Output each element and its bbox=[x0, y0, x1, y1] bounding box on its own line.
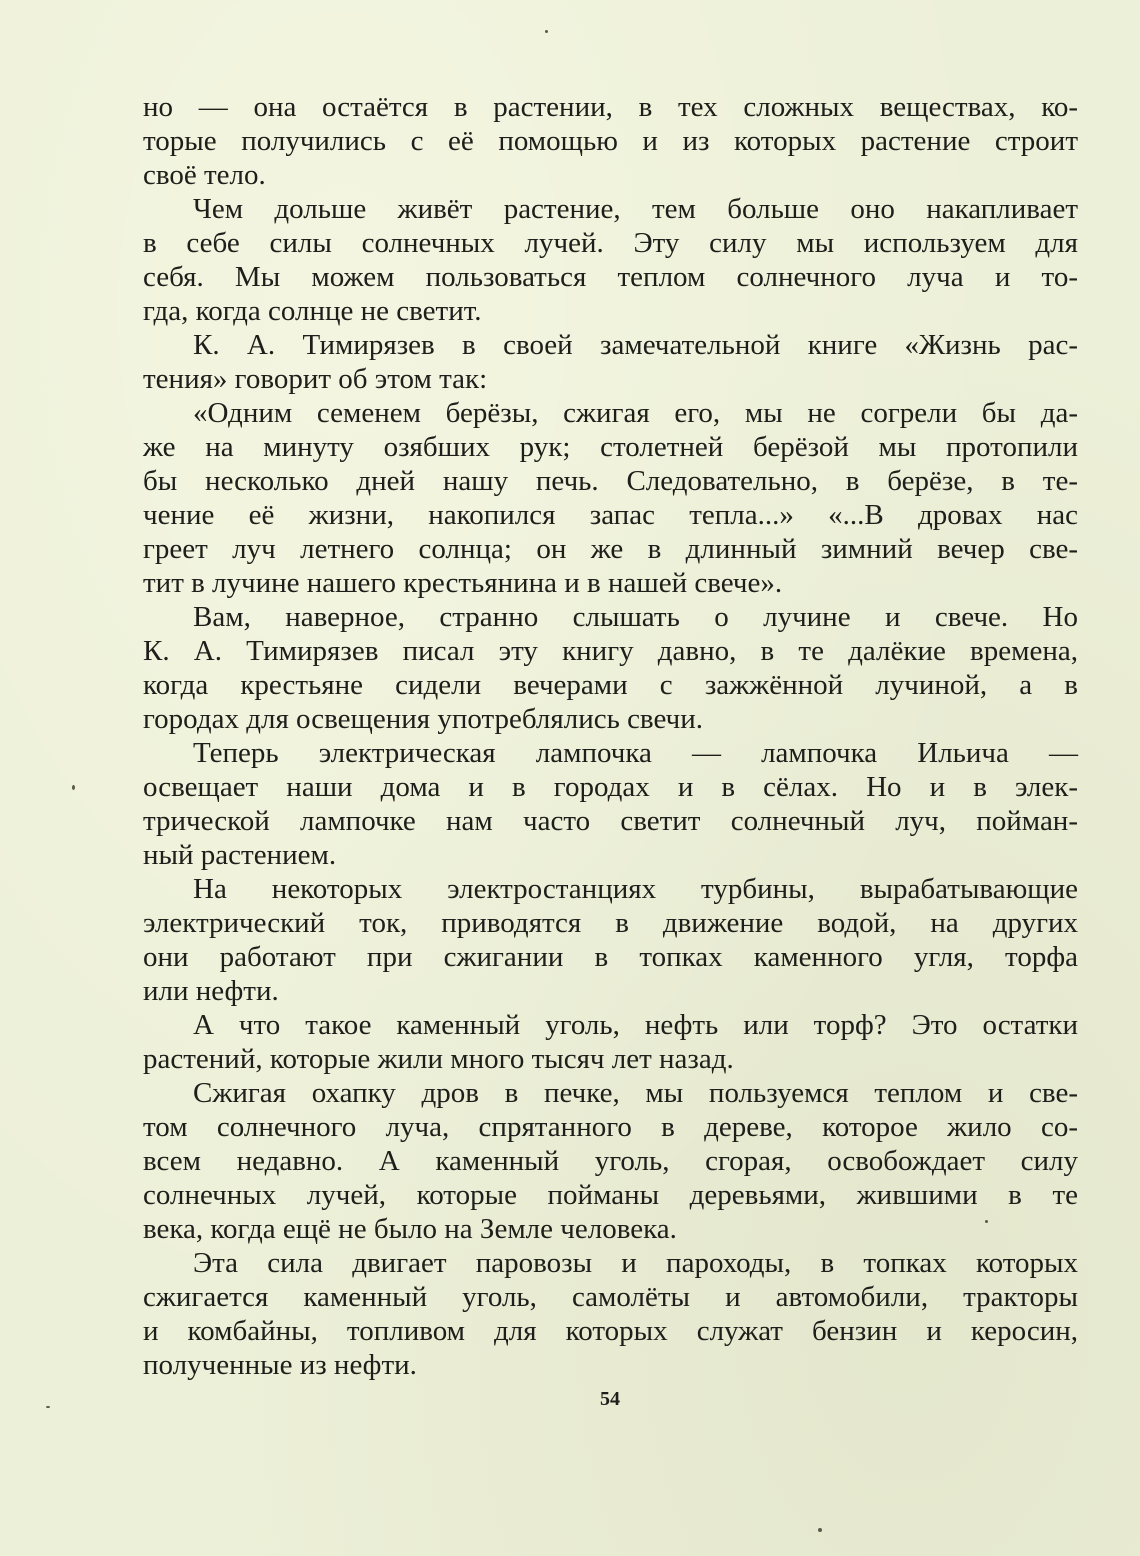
text-line: ный растением. bbox=[143, 839, 337, 871]
text-line: они работают при сжигании в топках каменного угля, торфа bbox=[143, 941, 1078, 973]
quote-line: же на минуту озябших рук; столетней берёзой мы протопили bbox=[143, 431, 1078, 463]
scan-speck bbox=[985, 1220, 988, 1223]
text-line: когда крестьяне сидели вечерами с зажжённой лучиной, а в bbox=[143, 669, 1078, 701]
page-number: 54 bbox=[600, 1388, 620, 1410]
text-line: гда, когда солнце не светит. bbox=[143, 295, 482, 327]
text-line: и комбайны, топливом для которых служат бензин и керосин, bbox=[143, 1315, 1078, 1347]
text-line: солнечных лучей, которые пойманы деревьями, жившими в те bbox=[143, 1179, 1078, 1211]
text-line: освещает наши дома и в городах и в сёлах. Но и в элек- bbox=[143, 771, 1078, 803]
scan-speck bbox=[818, 1528, 822, 1532]
text-line: К. А. Тимирязев в своей замечательной книге «Жизнь рас- bbox=[193, 329, 1078, 361]
text-line: том солнечного луча, спрятанного в дереве, которое жило со- bbox=[143, 1111, 1078, 1143]
text-line: себя. Мы можем пользоваться теплом солнечного луча и то- bbox=[143, 261, 1078, 293]
text-line: торые получились с её помощью и из которых растение строит bbox=[143, 125, 1078, 157]
text-line: трической лампочке нам часто светит солнечный луч, пойман- bbox=[143, 805, 1078, 837]
quote-line: «Одним семенем берёзы, сжигая его, мы не согрели бы да- bbox=[193, 397, 1078, 429]
text-line: своё тело. bbox=[143, 159, 266, 191]
text-line: растений, которые жили много тысяч лет назад. bbox=[143, 1043, 734, 1075]
text-line: но — она остаётся в растении, в тех сложных веществах, ко- bbox=[143, 91, 1078, 123]
page-body-text bbox=[143, 90, 1078, 1382]
scan-speck bbox=[545, 30, 548, 33]
quote-line: греет луч летнего солнца; он же в длинный зимний вечер све- bbox=[143, 533, 1078, 565]
text-line: городах для освещения употреблялись свечи. bbox=[143, 703, 703, 735]
text-line: Сжигая охапку дров в печке, мы пользуемся теплом и све- bbox=[193, 1077, 1078, 1109]
text-line: электрический ток, приводятся в движение водой, на других bbox=[143, 907, 1078, 939]
text-line: или нефти. bbox=[143, 975, 279, 1007]
quote-line: бы несколько дней нашу печь. Следовательно, в берёзе, в те- bbox=[143, 465, 1078, 497]
text-line: Вам, наверное, странно слышать о лучине и свече. Но bbox=[193, 601, 1078, 633]
text-line: Чем дольше живёт растение, тем больше оно накапливает bbox=[193, 193, 1078, 225]
text-line: всем недавно. А каменный уголь, сгорая, освобождает силу bbox=[143, 1145, 1078, 1177]
scan-speck bbox=[72, 785, 75, 790]
text-line: сжигается каменный уголь, самолёты и автомобили, тракторы bbox=[143, 1281, 1078, 1313]
text-line: века, когда ещё не было на Земле человека. bbox=[143, 1213, 677, 1245]
scan-speck bbox=[46, 1406, 50, 1408]
text-line: в себе силы солнечных лучей. Эту силу мы используем для bbox=[143, 227, 1078, 259]
quote-line: чение её жизни, накопился запас тепла...» «...В дровах нас bbox=[143, 499, 1078, 531]
text-line: Эта сила двигает паровозы и пароходы, в топках которых bbox=[193, 1247, 1078, 1279]
text-line: Теперь электрическая лампочка — лампочка Ильича — bbox=[193, 737, 1078, 769]
text-line: тения» говорит об этом так: bbox=[143, 363, 488, 395]
text-line: К. А. Тимирязев писал эту книгу давно, в те далёкие времена, bbox=[143, 635, 1078, 667]
quote-line: тит в лучине нашего крестьянина и в нашей свече». bbox=[143, 567, 783, 599]
text-line: полученные из нефти. bbox=[143, 1349, 417, 1381]
text-line: На некоторых электростанциях турбины, вырабатывающие bbox=[193, 873, 1078, 905]
text-line: А что такое каменный уголь, нефть или торф? Это остатки bbox=[193, 1009, 1078, 1041]
